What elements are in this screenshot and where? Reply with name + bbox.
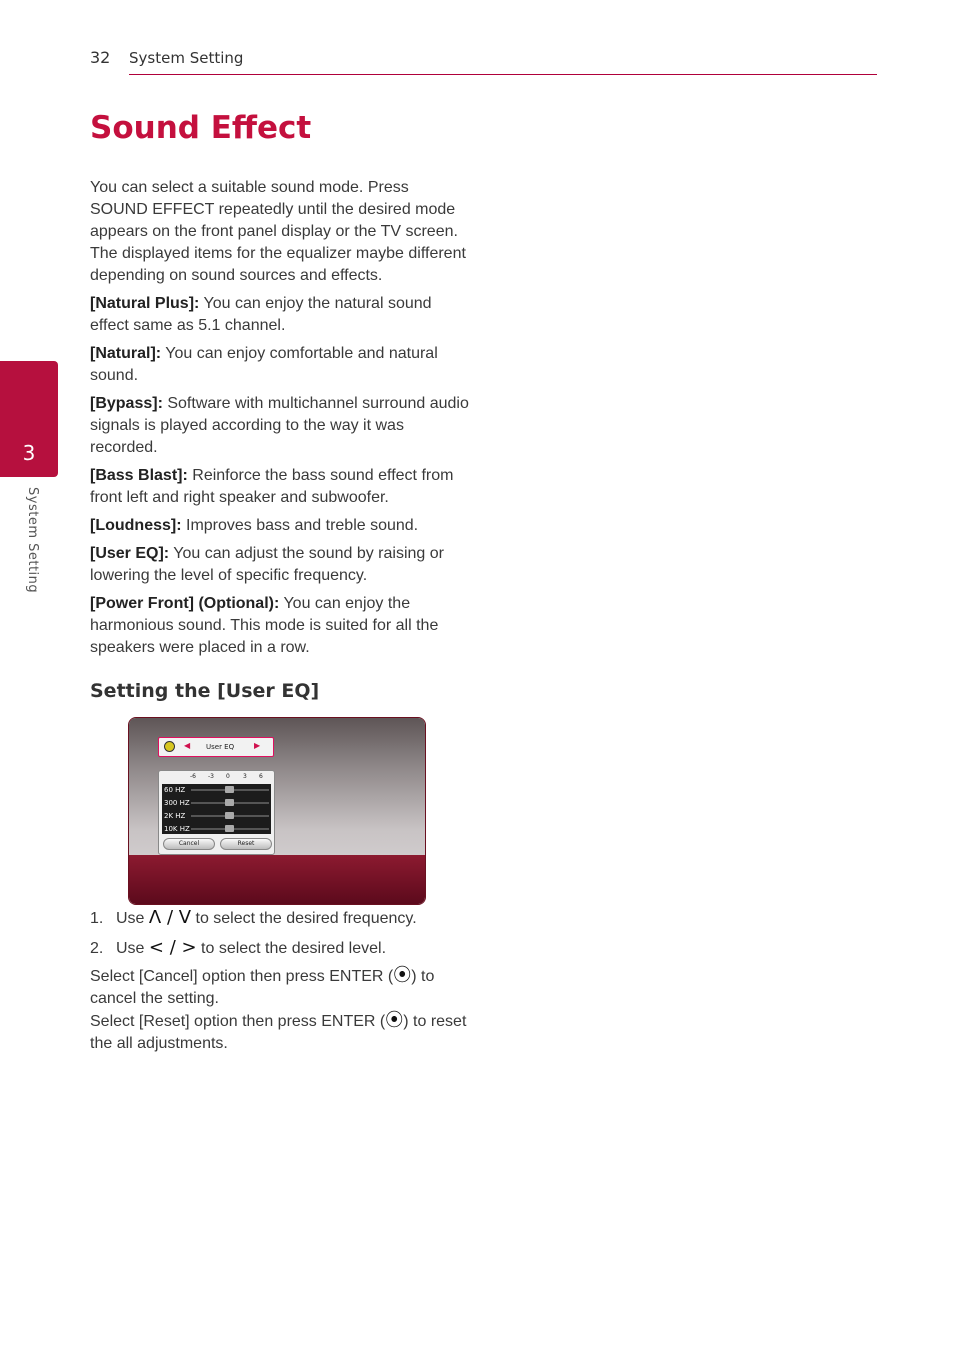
left-right-arrow-icon: < / > — [148, 937, 197, 958]
step-text-post: to select the desired frequency. — [191, 910, 417, 927]
screen-bottom-band — [129, 855, 425, 904]
mode-name: [Bass Blast]: — [90, 467, 188, 484]
right-arrow-icon[interactable]: ▶ — [254, 741, 261, 750]
mode-desc: You can adjust the sound by raising or lowering the level of specific frequency. — [90, 545, 444, 584]
note-text-pre: Select [Reset] option then press ENTER ( — [90, 1013, 386, 1030]
body-text — [90, 177, 470, 665]
up-down-arrow-icon: Λ / V — [148, 907, 192, 928]
mode-item — [90, 293, 470, 337]
reset-button[interactable]: Reset — [220, 838, 272, 850]
step-text-post: to select the desired level. — [196, 940, 387, 957]
mode-item — [90, 465, 470, 509]
step-list — [90, 907, 470, 967]
note-text-pre: Select [Cancel] option then press ENTER ( — [90, 968, 394, 985]
mode-item — [90, 515, 470, 537]
band-label: 10K HZ — [164, 825, 190, 833]
scale-label: 6 — [259, 773, 263, 780]
mode-desc: Software with multichannel surround audio signals is played according to the way it was recorded. — [90, 395, 469, 456]
cancel-button[interactable]: Cancel — [163, 838, 215, 850]
step-text-pre: Use — [116, 940, 149, 957]
eq-mode-label: User EQ — [206, 743, 235, 751]
note-text-post: ) to reset the all adjustments. — [90, 1013, 467, 1052]
mode-item — [90, 393, 470, 459]
eq-band-row[interactable] — [162, 810, 271, 822]
band-label: 60 HZ — [164, 786, 186, 794]
band-slider-thumb[interactable] — [225, 825, 234, 832]
band-slider-thumb[interactable] — [225, 786, 234, 793]
eq-panel — [158, 770, 275, 855]
chapter-number: 3 — [22, 441, 36, 465]
user-eq-screenshot — [129, 718, 425, 904]
step-text-pre: Use — [116, 910, 149, 927]
enter-icon: ⦿ — [393, 965, 412, 986]
mode-desc: Improves bass and treble sound. — [181, 517, 419, 534]
eq-band-row[interactable] — [162, 823, 271, 835]
enter-icon: ⦿ — [385, 1010, 404, 1031]
section-title: System Setting — [129, 49, 244, 67]
mode-name: [Natural]: — [90, 345, 162, 362]
section-subheading: Setting the [User EQ] — [90, 680, 320, 702]
notes — [90, 965, 470, 1055]
band-label: 2K HZ — [164, 812, 186, 820]
mode-name: [Power Front] (Optional): — [90, 595, 280, 612]
page-title: Sound Effect — [90, 110, 312, 146]
step-item — [90, 937, 470, 960]
mode-name: [User EQ]: — [90, 545, 170, 562]
intro-paragraph: You can select a suitable sound mode. Press SOUND EFFECT repeatedly until the desired mode appears on the front panel display or the TV screen. The displayed items for the equalizer maybe different depending on sound sources and effects. — [90, 179, 466, 284]
scale-label: -3 — [208, 773, 214, 780]
chapter-label: System Setting — [25, 487, 40, 594]
step-number: 1. — [90, 910, 104, 927]
eq-band-list — [162, 784, 271, 834]
mode-item — [90, 593, 470, 659]
mode-item — [90, 343, 470, 387]
step-number: 2. — [90, 940, 104, 957]
gear-icon — [164, 741, 175, 752]
scale-label: -6 — [190, 773, 196, 780]
note-cancel — [90, 965, 470, 1010]
note-text-post: ) to cancel the setting. — [90, 968, 435, 1007]
step-item — [90, 907, 470, 930]
eq-band-row[interactable] — [162, 784, 271, 796]
eq-band-row[interactable] — [162, 797, 271, 809]
note-reset — [90, 1010, 470, 1055]
scale-label: 0 — [226, 773, 230, 780]
band-label: 300 HZ — [164, 799, 190, 807]
band-slider-thumb[interactable] — [225, 812, 234, 819]
mode-item — [90, 543, 470, 587]
mode-name: [Loudness]: — [90, 517, 182, 534]
band-slider-thumb[interactable] — [225, 799, 234, 806]
header-rule — [129, 74, 877, 75]
page-number: 32 — [90, 48, 111, 67]
scale-label: 3 — [243, 773, 247, 780]
mode-name: [Natural Plus]: — [90, 295, 200, 312]
mode-name: [Bypass]: — [90, 395, 163, 412]
mode-desc: You can enjoy the harmonious sound. This mode is suited for all the speakers were placed in a row. — [90, 595, 439, 656]
mode-desc: Reinforce the bass sound effect from front left and right speaker and subwoofer. — [90, 467, 454, 506]
eq-mode-selector[interactable] — [158, 737, 274, 757]
mode-desc: You can enjoy comfortable and natural sound. — [90, 345, 438, 384]
mode-desc: You can enjoy the natural sound effect same as 5.1 channel. — [90, 295, 432, 334]
left-arrow-icon[interactable]: ◀ — [184, 741, 191, 750]
